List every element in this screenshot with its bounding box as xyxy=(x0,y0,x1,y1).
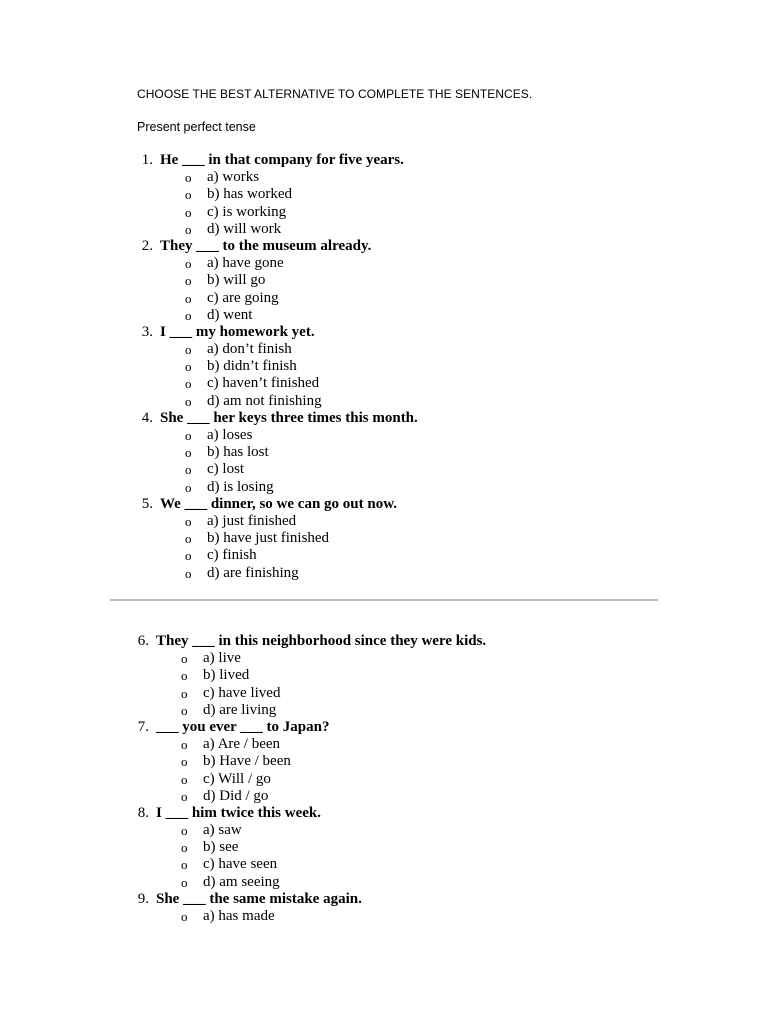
question-text: ___ you ever ___ to Japan? xyxy=(156,718,330,735)
option-text: a) don’t finish xyxy=(207,341,292,358)
option-bullet: o xyxy=(185,531,192,547)
question-number: 9. xyxy=(137,890,149,907)
option-bullet: o xyxy=(185,342,192,358)
option-text: b) have just finished xyxy=(207,530,330,547)
option-text: c) is working xyxy=(207,203,287,220)
option-text: c) have lived xyxy=(203,684,281,701)
question-number: 8. xyxy=(137,804,149,821)
option-text: c) Will / go xyxy=(203,770,271,787)
option-bullet: o xyxy=(185,479,192,495)
option-text: a) has made xyxy=(203,908,275,924)
option-bullet: o xyxy=(181,754,188,770)
option-bullet: o xyxy=(181,874,188,890)
question-text: They ___ in this neighborhood since they were kids. xyxy=(156,633,487,649)
question-number: 4. xyxy=(141,409,153,426)
option-text: d) went xyxy=(207,306,253,323)
option-text: c) are going xyxy=(207,289,279,306)
option-bullet: o xyxy=(185,393,192,409)
worksheet-heading: CHOOSE THE BEST ALTERNATIVE TO COMPLETE THE SENTENCES. xyxy=(137,87,533,101)
option-text: a) loses xyxy=(207,427,253,443)
question-number: 2. xyxy=(141,237,153,254)
option-bullet: o xyxy=(181,771,188,787)
option-text: d) am seeing xyxy=(203,873,280,890)
option-bullet: o xyxy=(181,788,188,804)
option-text: d) is losing xyxy=(207,478,274,495)
option-text: d) will work xyxy=(207,220,282,237)
question-number: 3. xyxy=(141,323,153,340)
question-text: I ___ my homework yet. xyxy=(160,323,315,340)
question-number: 6. xyxy=(137,633,149,649)
question-text: We ___ dinner, so we can go out now. xyxy=(160,495,397,512)
option-bullet: o xyxy=(185,548,192,564)
option-bullet: o xyxy=(185,376,192,392)
option-text: a) saw xyxy=(203,822,242,839)
option-text: b) will go xyxy=(207,272,266,289)
option-text: d) are living xyxy=(203,701,277,718)
option-bullet: o xyxy=(185,462,192,478)
option-bullet: o xyxy=(185,273,192,289)
option-text: a) live xyxy=(203,650,241,667)
worksheet-subheading: Present perfect tense xyxy=(137,120,256,134)
option-bullet: o xyxy=(181,840,188,856)
question-text: He ___ in that company for five years. xyxy=(160,152,404,168)
option-bullet: o xyxy=(185,565,192,581)
option-bullet: o xyxy=(185,187,192,203)
option-bullet: o xyxy=(185,170,192,186)
option-bullet: o xyxy=(181,909,188,924)
option-text: b) lived xyxy=(203,667,250,684)
option-text: a) Are / been xyxy=(203,736,281,753)
option-text: b) didn’t finish xyxy=(207,358,297,375)
question-text: She ___ the same mistake again. xyxy=(156,890,362,907)
option-bullet: o xyxy=(181,702,188,718)
option-text: c) haven’t finished xyxy=(207,375,320,392)
option-bullet: o xyxy=(185,445,192,461)
option-bullet: o xyxy=(185,513,192,529)
option-text: c) lost xyxy=(207,461,245,478)
option-bullet: o xyxy=(185,307,192,323)
option-text: c) finish xyxy=(207,547,257,564)
option-bullet: o xyxy=(181,823,188,839)
option-text: c) have seen xyxy=(203,856,278,873)
option-text: a) have gone xyxy=(207,255,284,272)
question-text: She ___ her keys three times this month. xyxy=(160,409,418,426)
option-bullet: o xyxy=(181,857,188,873)
option-bullet: o xyxy=(185,359,192,375)
option-text: a) just finished xyxy=(207,512,297,529)
option-bullet: o xyxy=(185,256,192,272)
option-bullet: o xyxy=(181,668,188,684)
option-text: b) has lost xyxy=(207,444,269,461)
question-number: 7. xyxy=(137,718,149,735)
option-bullet: o xyxy=(181,651,188,667)
option-bullet: o xyxy=(185,221,192,237)
page-break-divider xyxy=(110,599,658,601)
option-text: d) are finishing xyxy=(207,564,299,581)
option-text: b) see xyxy=(203,839,239,856)
option-text: a) works xyxy=(207,169,260,186)
option-text: d) am not finishing xyxy=(207,392,322,409)
question-text: They ___ to the museum already. xyxy=(160,237,372,254)
option-bullet: o xyxy=(181,685,188,701)
question-number: 5. xyxy=(141,495,153,512)
option-bullet: o xyxy=(185,204,192,220)
option-bullet: o xyxy=(185,290,192,306)
question-text: I ___ him twice this week. xyxy=(156,804,321,821)
option-text: b) Have / been xyxy=(203,753,291,770)
option-bullet: o xyxy=(185,428,192,443)
option-bullet: o xyxy=(181,737,188,753)
question-number: 1. xyxy=(141,152,153,168)
option-text: d) Did / go xyxy=(203,787,269,804)
option-text: b) has worked xyxy=(207,186,292,203)
